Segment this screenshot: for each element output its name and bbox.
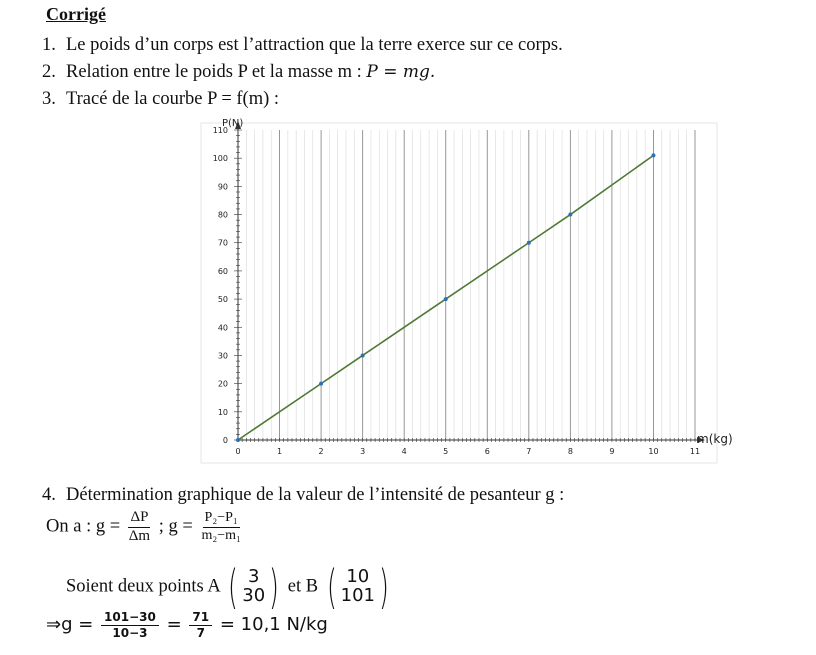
fraction-p2-p1: P₂−P₁ [203,511,240,528]
y-tick-label: 60 [217,266,228,276]
point-b-y: 101 [340,585,375,606]
x-tick-label: 8 [567,447,573,456]
heading-corrige: Corrigé [46,4,106,24]
item-2-text: Relation entre le poids P et la masse m : [66,62,367,82]
point-b-x: 10 [346,566,370,588]
fraction-71: 71 [189,610,212,626]
fraction-dm: Δm [128,527,151,544]
x-tick-label: 11 [689,447,701,456]
result-text: = 10,1 N/kg [219,614,328,636]
derivation-line-2 [66,560,393,614]
separator-text: ; g = [158,516,193,537]
data-point [444,297,448,301]
derivation-line-3 [46,610,328,640]
item-3 [42,89,279,110]
y-tick-label: 0 [222,436,228,445]
x-tick-label: 4 [401,447,407,456]
fraction-numeric-1 [101,610,159,640]
y-tick-label: 30 [217,351,228,361]
x-tick-label: 1 [276,447,283,456]
on-a-text: On a : g = [46,516,121,537]
y-tick-label: 110 [212,126,228,135]
item-4-text: Détermination graphique de la valeur de l’intensité de pesanteur g : [66,485,565,505]
x-tick-label: 3 [360,447,366,456]
data-point [361,353,365,357]
item-3-number: 3. [42,89,56,109]
x-tick-label: 0 [235,447,241,456]
fraction-dp-dm [127,510,152,545]
item-4-number: 4. [42,485,56,505]
item-2-formula: P = mg. [366,62,436,82]
data-point [651,153,655,157]
y-axis-label: P(N) [222,118,244,129]
paren-close-icon: ) [269,560,280,614]
fraction-p2p1-m2m1 [199,511,242,543]
item-1-text: Le poids d’un corps est l’attraction que la terre exerce sur ce corps. [66,35,563,55]
y-tick-label: 90 [217,182,228,192]
paren-open-icon: ( [228,560,239,614]
data-point [527,241,531,245]
paren-close-icon: ) [379,560,389,614]
y-tick-label: 70 [217,238,228,248]
item-2 [42,62,435,83]
x-tick-label: 6 [484,447,490,456]
fraction-7: 7 [196,625,205,640]
fraction-10-3: 10−3 [112,625,148,640]
y-tick-label: 50 [217,295,228,305]
item-3-text: Tracé de la courbe P = f(m) : [66,89,280,109]
x-tick-label: 10 [648,447,659,456]
y-tick-label: 80 [217,210,228,220]
y-tick-label: 20 [217,379,228,389]
vector-point-b [323,560,393,614]
paren-open-icon: ( [326,560,337,614]
y-tick-label: 100 [212,154,228,164]
x-tick-label: 9 [609,447,615,456]
point-a-x: 3 [247,566,260,588]
y-tick-label: 40 [217,323,228,333]
fraction-m2-m1: m₂−m₁ [201,527,241,543]
item-1 [42,35,563,56]
fraction-numeric-2 [189,610,212,640]
x-tick-label: 5 [443,447,449,456]
data-point [319,382,323,386]
data-point [568,213,572,217]
points-text-b: et B [287,576,319,597]
chart-p-vs-m [200,114,760,466]
data-point [236,438,240,442]
fraction-101-30: 101−30 [101,610,159,626]
points-text-a: Soient deux points A [66,576,220,597]
item-4 [42,485,564,506]
point-a-y: 30 [242,585,266,606]
equals-text: = [166,614,182,636]
x-tick-label: 7 [526,447,532,456]
x-axis-label: m(kg) [697,432,733,446]
item-2-number: 2. [42,62,56,82]
x-tick-label: 2 [318,447,324,456]
derivation-line-1 [46,510,245,545]
item-1-number: 1. [42,35,56,55]
y-tick-label: 10 [217,407,228,417]
fraction-dp: ΔP [128,510,150,528]
vector-point-a [224,560,283,614]
implies-text: ⇒g = [46,614,94,636]
